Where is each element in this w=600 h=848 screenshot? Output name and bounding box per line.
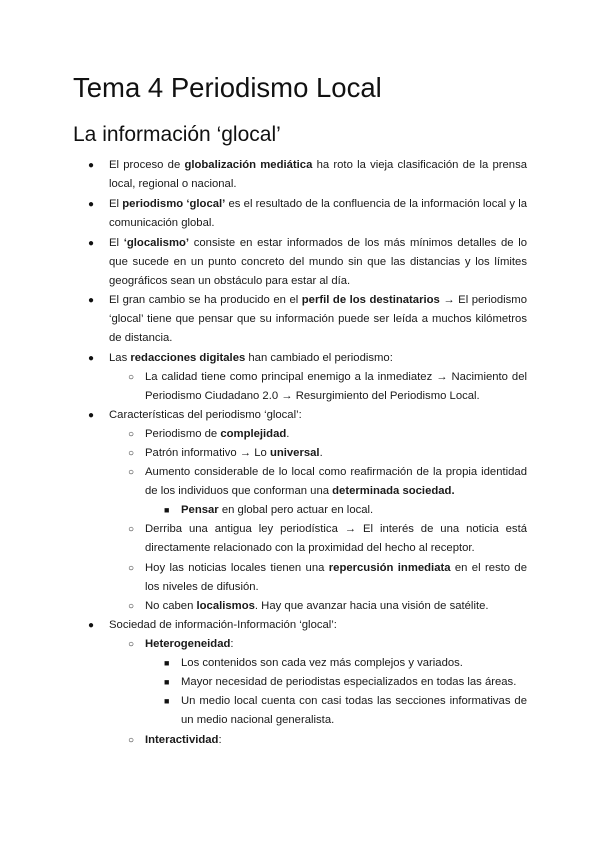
list-item: Aumento considerable de lo local como reafirmación de la propia identidad de los individuos que conforman una determinada sociedad. bbox=[145, 466, 527, 498]
circle-bullet: ○ bbox=[128, 563, 135, 574]
list-item: El gran cambio se ha producido en el perfil de los destinatarios → El periodismo ‘glocal’ tiene que pensar que su información puede ser leída a muchos kilómetros de distancia. bbox=[109, 294, 527, 345]
list-item: Derriba una antigua ley periodística → El interés de una noticia está directamente relacionado con la proximidad del hecho al receptor. bbox=[145, 523, 527, 555]
circle-bullet: ○ bbox=[128, 372, 135, 383]
square-bullet: ■ bbox=[164, 677, 170, 687]
list-item: El periodismo ‘glocal’ es el resultado de la confluencia de la información local y la comunicación global. bbox=[109, 198, 528, 230]
list-item: Patrón informativo → Lo universal. bbox=[145, 447, 323, 459]
list-item: Un medio local cuenta con casi todas las secciones informativas de un medio nacional generalista. bbox=[181, 695, 527, 727]
list-item: Las redacciones digitales han cambiado el periodismo: bbox=[109, 352, 393, 364]
list-item: Periodismo de complejidad. bbox=[145, 428, 290, 440]
square-bullet: ■ bbox=[164, 505, 170, 515]
list-item: Características del periodismo ‘glocal’: bbox=[109, 409, 302, 421]
disc-bullet: ● bbox=[88, 238, 95, 249]
circle-bullet: ○ bbox=[128, 735, 135, 746]
circle-bullet: ○ bbox=[128, 524, 135, 535]
circle-bullet: ○ bbox=[128, 601, 135, 612]
list-item: Heterogeneidad: bbox=[145, 638, 234, 650]
list-item: Hoy las noticias locales tienen una repercusión inmediata en el resto de los niveles de difusión. bbox=[145, 562, 527, 594]
list-item: El proceso de globalización mediática ha roto la vieja clasificación de la prensa local, regional o nacional. bbox=[109, 159, 528, 191]
square-bullet: ■ bbox=[164, 658, 170, 668]
disc-bullet: ● bbox=[88, 353, 95, 364]
section-heading: La información ‘glocal’ bbox=[73, 123, 281, 146]
circle-bullet: ○ bbox=[128, 639, 135, 650]
page-title: Tema 4 Periodismo Local bbox=[73, 72, 382, 103]
disc-bullet: ● bbox=[88, 620, 95, 631]
list-item: El ‘glocalismo’ consiste en estar informados de los más mínimos detalles de lo que sucede en un punto concreto del mundo sin que las distancias y los límites geográficos sean un obstáculo para estar al día. bbox=[109, 237, 528, 288]
list-item: No caben localismos. Hay que avanzar hacia una visión de satélite. bbox=[145, 600, 489, 612]
circle-bullet: ○ bbox=[128, 448, 135, 459]
circle-bullet: ○ bbox=[128, 429, 135, 440]
disc-bullet: ● bbox=[88, 199, 95, 210]
disc-bullet: ● bbox=[88, 410, 95, 421]
circle-bullet: ○ bbox=[128, 467, 135, 478]
disc-bullet: ● bbox=[88, 295, 95, 306]
list-item: Pensar en global pero actuar en local. bbox=[181, 504, 374, 516]
square-bullet: ■ bbox=[164, 696, 170, 706]
list-item: Mayor necesidad de periodistas especializados en todas las áreas. bbox=[181, 676, 517, 688]
list-item: Interactividad: bbox=[145, 734, 222, 746]
list-item: Los contenidos son cada vez más complejos y variados. bbox=[181, 657, 463, 669]
list-item: Sociedad de información-Información ‘glocal’: bbox=[109, 619, 337, 631]
disc-bullet: ● bbox=[88, 160, 95, 171]
list-item: La calidad tiene como principal enemigo a la inmediatez → Nacimiento del Periodismo Ciudadano 2.0 → Resurgimiento del Periodismo Local. bbox=[145, 371, 527, 403]
